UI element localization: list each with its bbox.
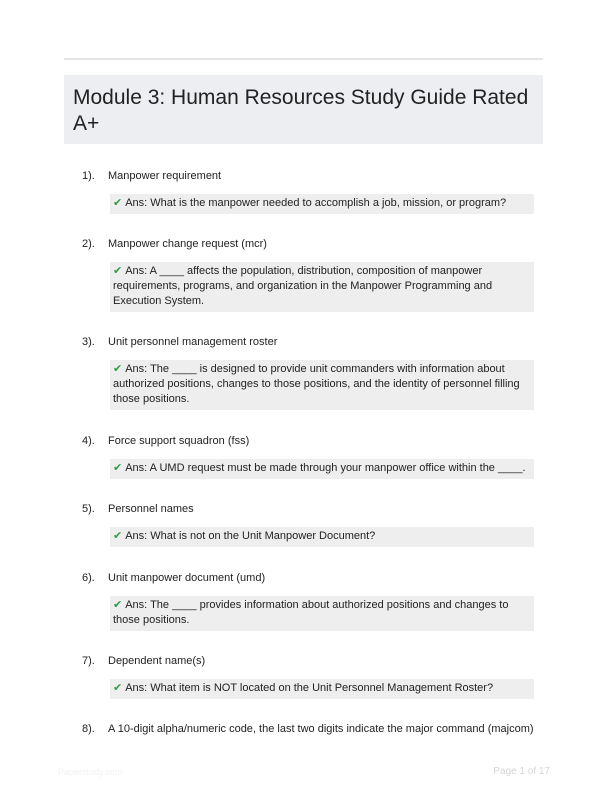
check-icon: ✔ — [113, 265, 123, 277]
question-number: 5). — [82, 503, 95, 515]
page-number: Page 1 of 17 — [493, 766, 550, 777]
check-icon: ✔ — [113, 197, 123, 209]
check-icon: ✔ — [113, 682, 123, 694]
question-term: A 10-digit alpha/numeric code, the last two digits indicate the major command (majcom) — [108, 723, 534, 735]
question-number: 6). — [82, 572, 95, 584]
answer-text: Ans: A UMD request must be made through your manpower office within the ____. — [125, 462, 526, 474]
check-icon: ✔ — [113, 530, 123, 542]
answer-text: Ans: A ____ affects the population, distribution, composition of manpower requirements, programs, and organization in the Manpower Programming and Execution System. — [113, 265, 493, 307]
question-number: 7). — [82, 655, 95, 667]
answer-box — [110, 596, 534, 631]
question-term: Dependent name(s) — [108, 655, 206, 667]
answer-box — [110, 527, 534, 547]
answer-box — [110, 262, 534, 312]
question-term: Manpower change request (mcr) — [108, 238, 267, 250]
answer-box — [110, 194, 534, 214]
question-term: Unit personnel management roster — [108, 336, 278, 348]
check-icon: ✔ — [113, 599, 123, 611]
check-icon: ✔ — [113, 363, 123, 375]
question-number: 3). — [82, 336, 95, 348]
question-term: Personnel names — [108, 503, 194, 515]
footer-watermark: Paperstudy.com — [58, 767, 123, 777]
answer-text: Ans: What is the manpower needed to accomplish a job, mission, or program? — [125, 197, 507, 209]
answer-text: Ans: The ____ is designed to provide unit commanders with information about authorized positions, changes to those positions, and the identity of personnel filling those positions. — [113, 363, 520, 405]
top-divider — [64, 58, 543, 60]
question-term: Unit manpower document (umd) — [108, 572, 266, 584]
answer-text: Ans: The ____ provides information about authorized positions and changes to those positions. — [113, 599, 509, 626]
question-number: 2). — [82, 238, 95, 250]
question-number: 8). — [82, 723, 95, 735]
answer-box — [110, 360, 534, 410]
answer-text: Ans: What is not on the Unit Manpower Document? — [125, 530, 376, 542]
answer-box — [110, 679, 534, 699]
answer-box — [110, 459, 534, 479]
title-banner — [64, 75, 543, 144]
answer-text: Ans: What item is NOT located on the Unit Personnel Management Roster? — [125, 682, 494, 694]
check-icon: ✔ — [113, 462, 123, 474]
question-term: Manpower requirement — [108, 170, 222, 182]
question-number: 4). — [82, 435, 95, 447]
document-title: Module 3: Human Resources Study Guide Rated A+ — [73, 86, 529, 135]
question-term: Force support squadron (fss) — [108, 435, 250, 447]
question-number: 1). — [82, 170, 95, 182]
